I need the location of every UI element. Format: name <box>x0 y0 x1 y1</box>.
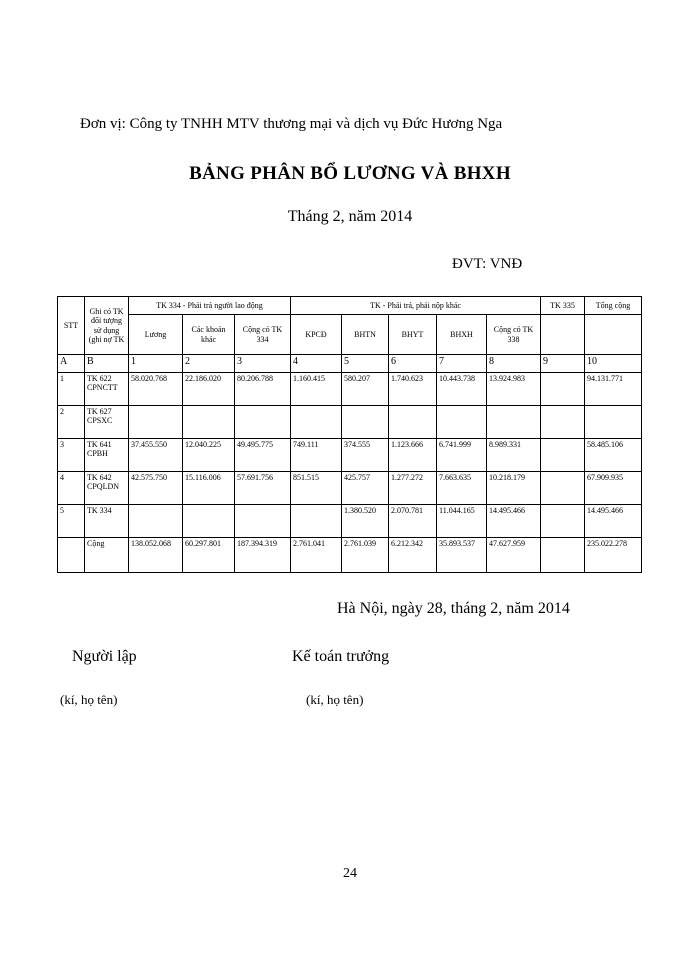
index-cell: A <box>58 355 85 373</box>
account-code: TK 641 <box>87 440 112 449</box>
other-cell: 12.040.225 <box>183 439 235 472</box>
index-row <box>58 355 642 373</box>
tk335-header: TK 335 <box>541 297 585 315</box>
total-subheader <box>585 315 642 355</box>
other-cell: 22.186.020 <box>183 373 235 406</box>
sum334-header: Cộng có TK 334 <box>235 315 291 355</box>
sum334-cell: 49.495.775 <box>235 439 291 472</box>
bhtn-cell: 1.380.520 <box>342 505 389 538</box>
total-cell: 94.131.771 <box>585 373 642 406</box>
accountant-sign-note: (kí, họ tên) <box>306 692 364 707</box>
total-cell: 58.485.106 <box>585 439 642 472</box>
account-cell <box>85 406 129 439</box>
bhtn-cell <box>342 406 389 439</box>
salary-cell <box>129 505 183 538</box>
stt-cell: 5 <box>58 505 85 538</box>
allocation-table <box>57 296 642 573</box>
tk335-cell <box>541 373 585 406</box>
bhtn-cell: 374.555 <box>342 439 389 472</box>
account-code: TK 627 <box>87 407 112 416</box>
accountant-title: Kế toán trưởng <box>292 648 390 665</box>
sum334-cell: 187.394.319 <box>235 538 291 573</box>
bhxh-cell: 7.663.635 <box>437 472 487 505</box>
total-cell <box>585 406 642 439</box>
bhyt-cell <box>389 406 437 439</box>
total-header: Tổng cộng <box>585 297 642 315</box>
account-cell <box>85 472 129 505</box>
stt-cell <box>58 538 85 573</box>
bhtn-cell: 2.761.039 <box>342 538 389 573</box>
total-cell: 14.495.466 <box>585 505 642 538</box>
tk335-subheader <box>541 315 585 355</box>
sum338-cell <box>487 406 541 439</box>
bhtn-cell: 425.757 <box>342 472 389 505</box>
bhyt-cell: 6.212.342 <box>389 538 437 573</box>
account-header: Ghi có TK đối tượng sử dụng (ghi nợ TK <box>85 297 129 355</box>
account-code: TK 622 <box>87 374 112 383</box>
header-row-1 <box>58 297 642 315</box>
currency-unit: ĐVT: VNĐ <box>452 256 523 272</box>
bhyt-cell: 1.277.272 <box>389 472 437 505</box>
bhxh-header: BHXH <box>437 315 487 355</box>
other-cell <box>183 406 235 439</box>
tk335-cell <box>541 505 585 538</box>
bhtn-cell: 580.207 <box>342 373 389 406</box>
index-cell: 10 <box>585 355 642 373</box>
other-cell: 60.297.801 <box>183 538 235 573</box>
index-cell: 7 <box>437 355 487 373</box>
index-cell: 9 <box>541 355 585 373</box>
account-code: TK 642 <box>87 473 112 482</box>
bhtn-header: BHTN <box>342 315 389 355</box>
bhxh-cell: 10.443.738 <box>437 373 487 406</box>
stt-header: STT <box>58 297 85 355</box>
table-row <box>58 373 642 406</box>
tk335-cell <box>541 538 585 573</box>
index-cell: B <box>85 355 129 373</box>
index-cell: 6 <box>389 355 437 373</box>
sum338-cell: 10.218.179 <box>487 472 541 505</box>
salary-cell: 138.052.068 <box>129 538 183 573</box>
index-cell: 4 <box>291 355 342 373</box>
salary-cell: 37.455.550 <box>129 439 183 472</box>
sum338-cell: 8.989.331 <box>487 439 541 472</box>
account-sub: CPNCTT <box>87 383 118 393</box>
stt-cell: 4 <box>58 472 85 505</box>
total-cell: 235.022.278 <box>585 538 642 573</box>
bhyt-cell: 1.123.666 <box>389 439 437 472</box>
sum338-cell: 13.924.983 <box>487 373 541 406</box>
bhxh-cell: 35.893.537 <box>437 538 487 573</box>
index-cell: 1 <box>129 355 183 373</box>
account-sub: CPBH <box>87 449 108 459</box>
salary-header: Lương <box>129 315 183 355</box>
index-cell: 5 <box>342 355 389 373</box>
sum338-cell: 47.627.959 <box>487 538 541 573</box>
document-title: BẢNG PHÂN BỔ LƯƠNG VÀ BHXH <box>189 163 511 184</box>
total-row <box>58 538 642 573</box>
kpcd-cell: 851.515 <box>291 472 342 505</box>
account-cell <box>85 505 129 538</box>
bhyt-cell: 2.070.781 <box>389 505 437 538</box>
salary-cell <box>129 406 183 439</box>
table-row <box>58 406 642 439</box>
preparer-sign-note: (kí, họ tên) <box>60 692 118 707</box>
account-code: TK 334 <box>87 506 112 515</box>
kpcd-cell <box>291 505 342 538</box>
period: Tháng 2, năm 2014 <box>287 208 413 225</box>
bhxh-cell: 6.741.999 <box>437 439 487 472</box>
place-date: Hà Nội, ngày 28, tháng 2, năm 2014 <box>337 600 570 617</box>
kpcd-header: KPCĐ <box>291 315 342 355</box>
kpcd-cell: 1.160.415 <box>291 373 342 406</box>
kpcd-cell <box>291 406 342 439</box>
sum338-header: Cộng có TK 338 <box>487 315 541 355</box>
tk335-cell <box>541 472 585 505</box>
stt-cell: 3 <box>58 439 85 472</box>
bhyt-header: BHYT <box>389 315 437 355</box>
sum334-cell <box>235 406 291 439</box>
table-row <box>58 439 642 472</box>
header-row-2 <box>58 315 642 355</box>
index-cell: 2 <box>183 355 235 373</box>
bhxh-cell: 11.044.165 <box>437 505 487 538</box>
other-cell: 15.116.006 <box>183 472 235 505</box>
salary-cell: 42.575.750 <box>129 472 183 505</box>
other-header: Các khoản khác <box>183 315 235 355</box>
account-sub: CPQLDN <box>87 482 120 492</box>
stt-cell: 2 <box>58 406 85 439</box>
preparer-title: Người lập <box>72 648 137 665</box>
account-sub: CPSXC <box>87 416 113 426</box>
table-row <box>58 505 642 538</box>
stt-cell: 1 <box>58 373 85 406</box>
sum334-cell: 57.691.756 <box>235 472 291 505</box>
kpcd-cell: 2.761.041 <box>291 538 342 573</box>
index-cell: 8 <box>487 355 541 373</box>
tk335-cell <box>541 406 585 439</box>
table-row <box>58 472 642 505</box>
company-unit: Đơn vị: Công ty TNHH MTV thương mại và dịch vụ Đức Hương Nga <box>80 116 503 132</box>
sum334-cell: 80.206.788 <box>235 373 291 406</box>
page-number: 24 <box>343 866 357 881</box>
tk335-cell <box>541 439 585 472</box>
bhyt-cell: 1.740.623 <box>389 373 437 406</box>
tk338-group-header: TK - Phải trả, phải nộp khác <box>291 297 541 315</box>
account-cell <box>85 439 129 472</box>
tk334-group-header: TK 334 - Phải trả người lao động <box>129 297 291 315</box>
sum334-cell <box>235 505 291 538</box>
total-cell: 67.909.935 <box>585 472 642 505</box>
sum338-cell: 14.495.466 <box>487 505 541 538</box>
salary-cell: 58.020.768 <box>129 373 183 406</box>
kpcd-cell: 749.111 <box>291 439 342 472</box>
bhxh-cell <box>437 406 487 439</box>
other-cell <box>183 505 235 538</box>
index-cell: 3 <box>235 355 291 373</box>
account-cell <box>85 373 129 406</box>
total-label: Cộng <box>85 538 129 573</box>
